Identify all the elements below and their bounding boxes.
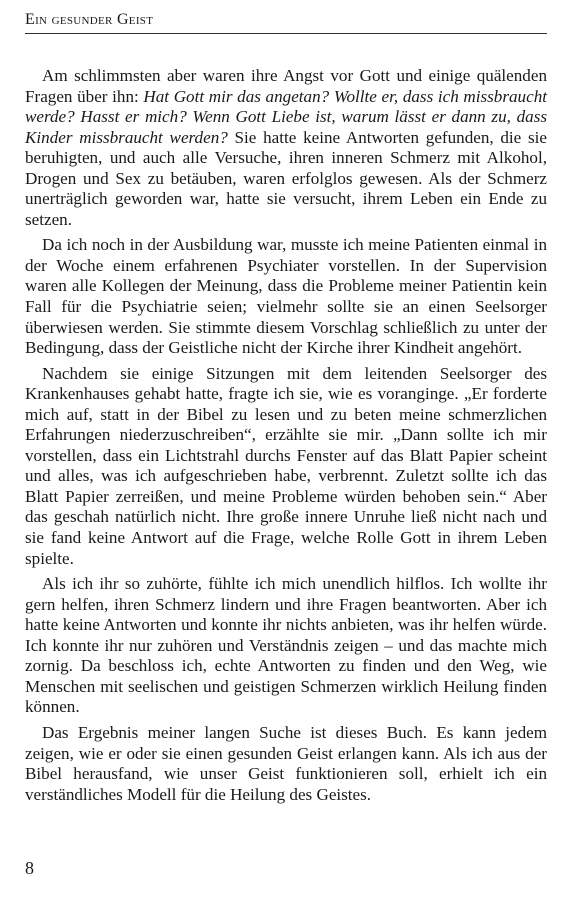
body-text	[25, 66, 547, 805]
text-run: Sie hatte keine Antworten gefunden, die sie beruhigten, und auch alle Versuche, ihren inneren Schmerz mit Alkohol, Drogen und Sex zu betäuben, waren erfolglos gewesen. Als der Schmerz unerträglich geworden war, hatte sie versucht, ihrem Leben ein Ende zu setzen.	[25, 127, 548, 229]
running-head: Ein gesunder Geist	[25, 11, 154, 28]
paragraph	[25, 364, 547, 569]
text-run: Am schlimmsten aber waren ihre Angst vor Gott und einige quälenden Fragen über ihn:	[25, 66, 547, 106]
italic-text-run: Hat Gott mir das angetan? Wollte er, dass ich missbraucht werde? Hasst er mich? Wenn Gott Liebe ist, warum lässt er dann zu, dass Kinder missbraucht werden?	[25, 86, 547, 147]
paragraph	[25, 235, 547, 358]
header-rule	[25, 33, 547, 34]
paragraph	[25, 66, 547, 230]
paragraph	[25, 723, 547, 805]
text-run: Als ich ihr so zuhörte, fühlte ich mich unendlich hilflos. Ich wollte ihr gern helfen, ihren Schmerz lindern und ihre Fragen beantworten. Aber ich hatte keine Antworten und konnte ihr nichts anbieten, was ihr helfen würde. Ich konnte ihr nur zuhören und Verständnis zeigen – und das machte mich zornig. Da beschloss ich, echte Antworten zu finden und den Weg, wie Menschen mit seelischen und geistigen Schmerzen wirklich Heilung finden können.	[25, 574, 547, 717]
text-run: Da ich noch in der Ausbildung war, musste ich meine Patienten einmal in der Woche einem erfahrenen Psychiater vorstellen. In der Supervision waren alle Kollegen der Meinung, dass die Probleme meiner Patientin kein Fall für die Psychiatrie seien; vielmehr sollte sie an einen Seelsorger überwiesen werden. Sie stimmte diesem Vorschlag schließlich zu unter der Bedingung, dass der Geistliche nicht der Kirche ihrer Kindheit angehört.	[25, 235, 547, 358]
page-number: 8	[25, 858, 34, 878]
paragraph	[25, 574, 547, 718]
text-run: Das Ergebnis meiner langen Suche ist dieses Buch. Es kann jedem zeigen, wie er oder sie einen gesunden Geist erlangen kann. Als ich aus der Bibel herausfand, wie unser Geist funktionieren soll, erhielt ich ein verständliches Modell für die Heilung des Geistes.	[25, 722, 547, 804]
text-run: Nachdem sie einige Sitzungen mit dem leitenden Seelsorger des Krankenhauses gehabt hatte, fragte ich sie, wie es voranginge. „Er forderte mich auf, statt in der Bibel zu lesen und zu beten meine schmerzlichen Erfahrungen niederzuschreiben“, erzählte sie mir. „Dann sollte ich mir vorstellen, dass ein Lichtstrahl durchs Fenster auf das Blatt Papier scheint und alles, was ich aufgeschrieben habe, verbrennt. Zuletzt sollte ich das Blatt Papier zerreißen, und meine Probleme würden behoben sein.“ Aber das geschah natürlich nicht. Ihre große innere Unruhe ließ nicht nach und sie fand keine Antwort auf die Frage, welche Rolle Gott in ihrem Leben spielte.	[25, 363, 547, 568]
